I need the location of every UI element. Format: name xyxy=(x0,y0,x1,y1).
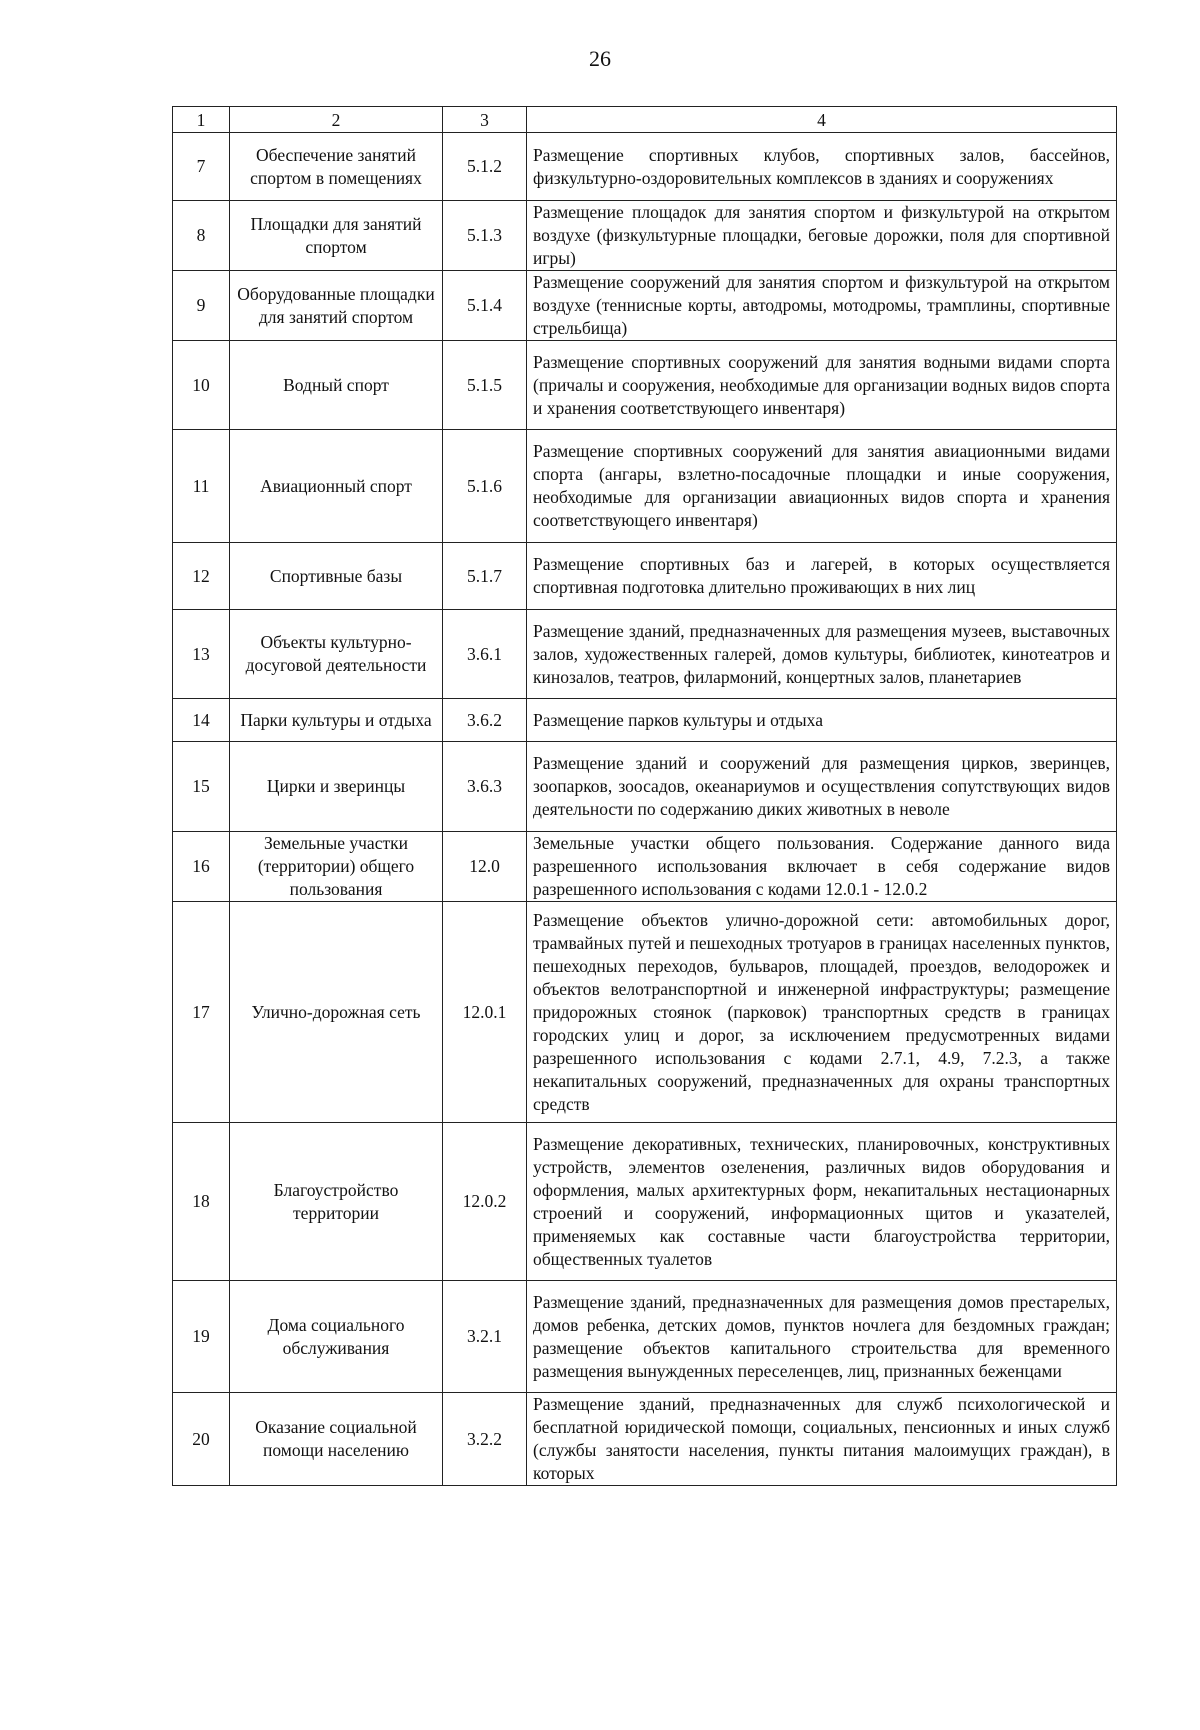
table-row xyxy=(173,902,1117,1123)
use-type-name: Оказание социальной помощи населению xyxy=(230,1393,443,1486)
use-type-code: 5.1.2 xyxy=(443,133,527,201)
use-type-description: Размещение спортивных клубов, спортивных залов, бассейнов, физкультурно-оздоровительных комплексов в зданиях и сооружениях xyxy=(527,133,1117,201)
page-number: 26 xyxy=(589,46,611,71)
use-type-name: Улично-дорожная сеть xyxy=(230,902,443,1123)
use-type-description: Размещение зданий и сооружений для размещения цирков, зверинцев, зоопарков, зоосадов, океанариумов и осуществления сопутствующих видов деятельности по содержанию диких животных в неволе xyxy=(527,742,1117,832)
use-type-name: Оборудованные площадки для занятий спортом xyxy=(230,271,443,341)
use-type-description: Размещение зданий, предназначенных для размещения музеев, выставочных залов, художественных галерей, домов культуры, библиотек, кинотеатров и кинозалов, театров, филармоний, концертных залов, планетариев xyxy=(527,610,1117,699)
table-row xyxy=(173,1281,1117,1393)
table-row xyxy=(173,133,1117,201)
table-row xyxy=(173,699,1117,742)
use-type-description: Размещение спортивных баз и лагерей, в которых осуществляется спортивная подготовка длительно проживающих в них лиц xyxy=(527,543,1117,610)
use-type-description: Размещение площадок для занятия спортом и физкультурой на открытом воздухе (физкультурные площадки, беговые дорожки, поля для спортивной игры) xyxy=(527,201,1117,271)
use-type-name: Цирки и зверинцы xyxy=(230,742,443,832)
row-number: 10 xyxy=(173,341,230,430)
row-number: 7 xyxy=(173,133,230,201)
use-type-code: 3.6.3 xyxy=(443,742,527,832)
header-col-3: 3 xyxy=(443,107,527,133)
use-type-name: Благоустройство территории xyxy=(230,1123,443,1281)
table-header-row xyxy=(173,107,1117,133)
header-col-4: 4 xyxy=(527,107,1117,133)
row-number: 19 xyxy=(173,1281,230,1393)
use-type-code: 12.0.2 xyxy=(443,1123,527,1281)
use-type-description: Размещение спортивных сооружений для занятия авиационными видами спорта (ангары, взлетно-посадочные площадки и иные сооружения, необходимые для организации авиационных видов спорта и хранения соответствующего инвентаря) xyxy=(527,430,1117,543)
use-type-description: Размещение зданий, предназначенных для служб психологической и бесплатной юридической помощи, социальных, пенсионных и иных служб (службы занятости населения, пункты питания малоимущих граждан), в которых xyxy=(527,1393,1117,1486)
use-type-code: 12.0 xyxy=(443,832,527,902)
use-type-description: Размещение декоративных, технических, планировочных, конструктивных устройств, элементов озеленения, различных видов оборудования и оформления, малых архитектурных форм, некапитальных нестационарных строений и сооружений, информационных щитов и указателей, применяемых как составные части благоустройства территории, общественных туалетов xyxy=(527,1123,1117,1281)
use-type-name: Объекты культурно-досуговой деятельности xyxy=(230,610,443,699)
table-row xyxy=(173,543,1117,610)
row-number: 17 xyxy=(173,902,230,1123)
row-number: 15 xyxy=(173,742,230,832)
table-row xyxy=(173,271,1117,341)
use-type-description: Размещение зданий, предназначенных для размещения домов престарелых, домов ребенка, детских домов, пунктов ночлега для бездомных граждан; размещение объектов капитального строительства для временного размещения вынужденных переселенцев, лиц, признанных беженцами xyxy=(527,1281,1117,1393)
header-col-1: 1 xyxy=(173,107,230,133)
row-number: 9 xyxy=(173,271,230,341)
table-row xyxy=(173,201,1117,271)
use-type-name: Обеспечение занятий спортом в помещениях xyxy=(230,133,443,201)
use-type-code: 5.1.5 xyxy=(443,341,527,430)
land-use-table xyxy=(172,106,1117,1486)
row-number: 8 xyxy=(173,201,230,271)
use-type-code: 5.1.6 xyxy=(443,430,527,543)
use-type-name: Дома социального обслуживания xyxy=(230,1281,443,1393)
table-row xyxy=(173,430,1117,543)
use-type-name: Парки культуры и отдыха xyxy=(230,699,443,742)
use-type-code: 3.2.2 xyxy=(443,1393,527,1486)
row-number: 16 xyxy=(173,832,230,902)
row-number: 12 xyxy=(173,543,230,610)
row-number: 13 xyxy=(173,610,230,699)
table-row xyxy=(173,610,1117,699)
use-type-code: 3.6.2 xyxy=(443,699,527,742)
header-col-2: 2 xyxy=(230,107,443,133)
use-type-description: Размещение спортивных сооружений для занятия водными видами спорта (причалы и сооружения, необходимые для организации водных видов спорта и хранения соответствующего инвентаря) xyxy=(527,341,1117,430)
use-type-name: Площадки для занятий спортом xyxy=(230,201,443,271)
table-row xyxy=(173,742,1117,832)
use-type-code: 5.1.4 xyxy=(443,271,527,341)
use-type-description: Размещение сооружений для занятия спортом и физкультурой на открытом воздухе (теннисные корты, автодромы, мотодромы, трамплины, спортивные стрельбища) xyxy=(527,271,1117,341)
row-number: 14 xyxy=(173,699,230,742)
use-type-code: 3.6.1 xyxy=(443,610,527,699)
use-type-description: Земельные участки общего пользования. Содержание данного вида разрешенного использования включает в себя содержание видов разрешенного использования с кодами 12.0.1 - 12.0.2 xyxy=(527,832,1117,902)
use-type-name: Авиационный спорт xyxy=(230,430,443,543)
table-row xyxy=(173,1123,1117,1281)
use-type-code: 12.0.1 xyxy=(443,902,527,1123)
row-number: 18 xyxy=(173,1123,230,1281)
row-number: 11 xyxy=(173,430,230,543)
use-type-code: 5.1.7 xyxy=(443,543,527,610)
table-row xyxy=(173,341,1117,430)
use-type-description: Размещение парков культуры и отдыха xyxy=(527,699,1117,742)
table-row xyxy=(173,1393,1117,1486)
use-type-description: Размещение объектов улично-дорожной сети: автомобильных дорог, трамвайных путей и пешеходных тротуаров в границах населенных пунктов, пешеходных переходов, бульваров, площадей, проездов, велодорожек и объектов велотранспортной и инженерной инфраструктуры; размещение придорожных стоянок (парковок) транспортных средств в границах городских улиц и дорог, за исключением предусмотренных видами разрешенного использования с кодами 2.7.1, 4.9, 7.2.3, а также некапитальных сооружений, предназначенных для охраны транспортных средств xyxy=(527,902,1117,1123)
use-type-name: Земельные участки (территории) общего пользования xyxy=(230,832,443,902)
use-type-code: 5.1.3 xyxy=(443,201,527,271)
use-type-code: 3.2.1 xyxy=(443,1281,527,1393)
use-type-name: Спортивные базы xyxy=(230,543,443,610)
use-type-name: Водный спорт xyxy=(230,341,443,430)
table-row xyxy=(173,832,1117,902)
row-number: 20 xyxy=(173,1393,230,1486)
